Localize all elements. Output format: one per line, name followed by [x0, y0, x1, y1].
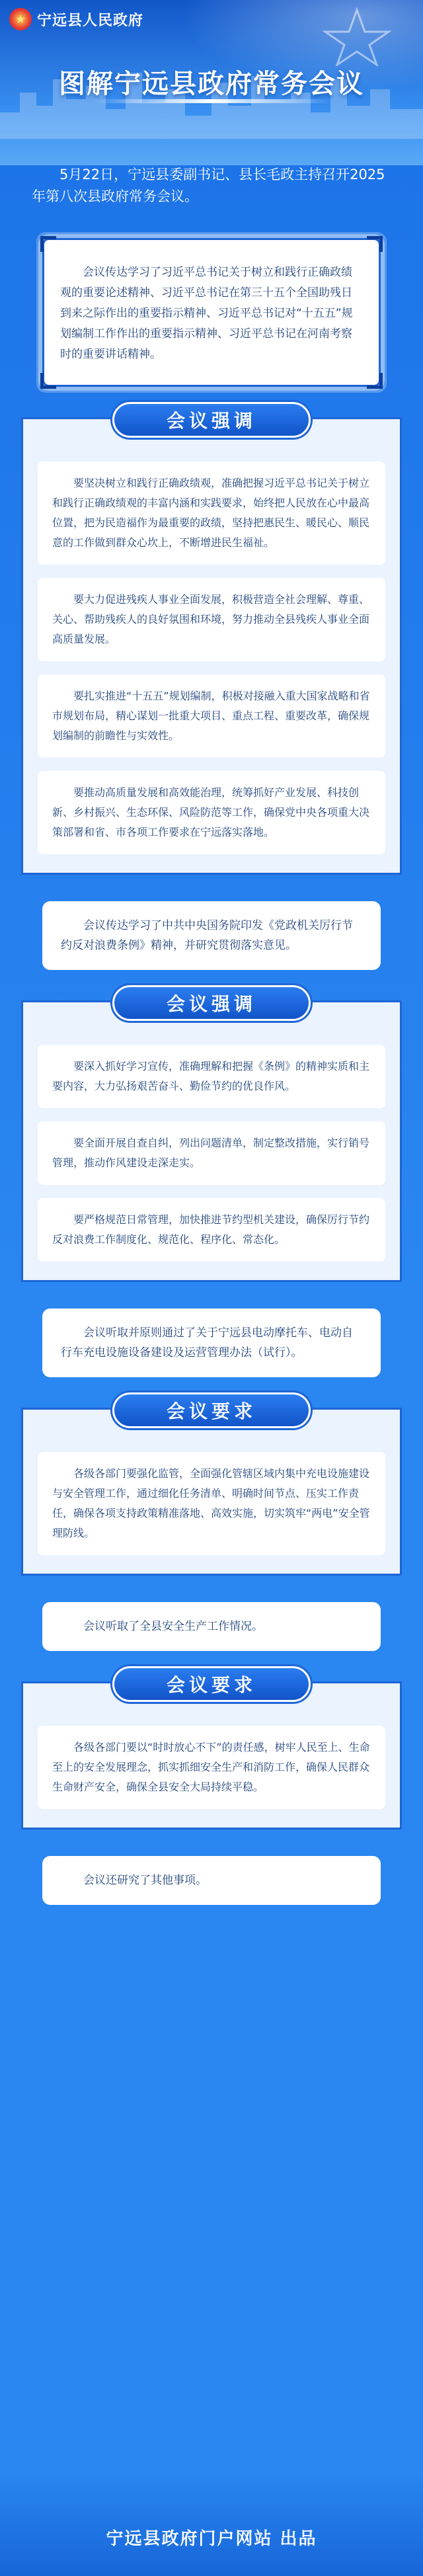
section-title: 会议要求: [112, 1666, 311, 1702]
list-item: 各级各部门要强化监管，全面强化管辖区域内集中充电设施建设与安全管理工作，通过细化任务清单、明确时间节点、压实工作责任，确保各项支持政策精准落地、高效实施，切实筑牢“两电”安全管理防线。: [38, 1452, 385, 1555]
corner-decoration: [40, 236, 56, 252]
list-item: 要大力促进残疾人事业全面发展，积极营造全社会理解、尊重、关心、帮助残疾人的良好氛围和环境，努力推动全县残疾人事业全面高质量发展。: [38, 578, 385, 661]
list-item: 要严格规范日常管理，加快推进节约型机关建设，确保厉行节约反对浪费工作制度化、规范化、程序化、常态化。: [38, 1198, 385, 1262]
section-title: 会议强调: [112, 985, 311, 1021]
list-item: 要深入抓好学习宣传，准确理解和把握《条例》的精神实质和主要内容，大力弘扬艰苦奋斗、勤俭节约的优良作风。: [38, 1045, 385, 1108]
section-3: [21, 1400, 402, 1576]
summary-card-4: [42, 1602, 381, 1651]
title-underline: [93, 99, 330, 103]
header-banner: [0, 0, 423, 165]
section-1: [21, 410, 402, 875]
section-2: [21, 993, 402, 1282]
closing-text: 会议还研究了其他事项。: [83, 1874, 207, 1887]
star-decoration: [317, 7, 397, 66]
list-item: 要扎实推进“十五五”规划编制，积极对接融入重大国家战略和省市规划布局，精心谋划一批重大项目、重点工程、重要改革，确保规划编制的前瞻性与实效性。: [38, 674, 385, 758]
intro-text: 5月22日，宁远县委副书记、县长毛政主持召开2025年第八次县政府常务会议。: [32, 167, 385, 204]
list-item: 各级各部门要以“时时放心不下”的责任感，树牢人民至上、生命至上的安全发展理念，抓实抓细安全生产和消防工作，确保人民群众生命财产安全，确保全县安全大局持续平稳。: [38, 1726, 385, 1809]
list-item: 要全面开展自查自纠，列出问题清单，制定整改措施，实行销号管理，推动作风建设走深走实。: [38, 1121, 385, 1185]
summary-card-2: [42, 901, 381, 970]
site-logo[interactable]: [9, 8, 143, 30]
closing-card: [42, 1856, 381, 1905]
summary-text: 会议听取了全县安全生产工作情况。: [83, 1620, 263, 1633]
list-item: 要坚决树立和践行正确政绩观，准确把握习近平总书记关于树立和践行正确政绩观的丰富内涵和实践要求，始终把人民放在心中最高位置，把为民造福作为最重要的政绩，坚持把惠民生、暖民心、顺民意的工作做到群众心坎上，不断增进民生福祉。: [38, 462, 385, 565]
summary-text: 会议传达学习了习近平总书记关于树立和践行正确政绩观的重要论述精神、习近平总书记在第三十五个全国助残日到来之际作出的重要指示精神、习近平总书记对“十五五”规划编制工作作出的重要指示精神、习近平总书记在河南考察时的重要讲话精神。: [60, 266, 353, 361]
section-title: 会议要求: [112, 1392, 311, 1428]
summary-text: 会议传达学习了中共中央国务院印发《党政机关厉行节约反对浪费条例》精神，并研究贯彻落实意见。: [61, 919, 353, 952]
summary-card-3: [42, 1308, 381, 1377]
national-emblem-icon: ★: [9, 8, 32, 30]
section-title: 会议强调: [112, 402, 311, 438]
page-title: 图解宁远县政府常务会议: [59, 69, 364, 99]
summary-card-1: [42, 238, 381, 387]
logo-text: 宁远县人民政府: [37, 12, 144, 29]
corner-decoration: [367, 236, 383, 252]
summary-text: 会议听取并原则通过了关于宁远县电动摩托车、电动自行车充电设施设备建设及运营管理办法（试行）。: [61, 1326, 353, 1359]
corner-decoration: [40, 373, 56, 389]
corner-decoration: [367, 373, 383, 389]
list-item: 要推动高质量发展和高效能治理，统筹抓好产业发展、科技创新、乡村振兴、生态环保、风险防范等工作，确保党中央各项重大决策部署和省、市各项工作要求在宁远落实落地。: [38, 771, 385, 854]
footer-credit: 宁远县政府门户网站 出品: [106, 2529, 317, 2549]
section-4: [21, 1674, 402, 1830]
